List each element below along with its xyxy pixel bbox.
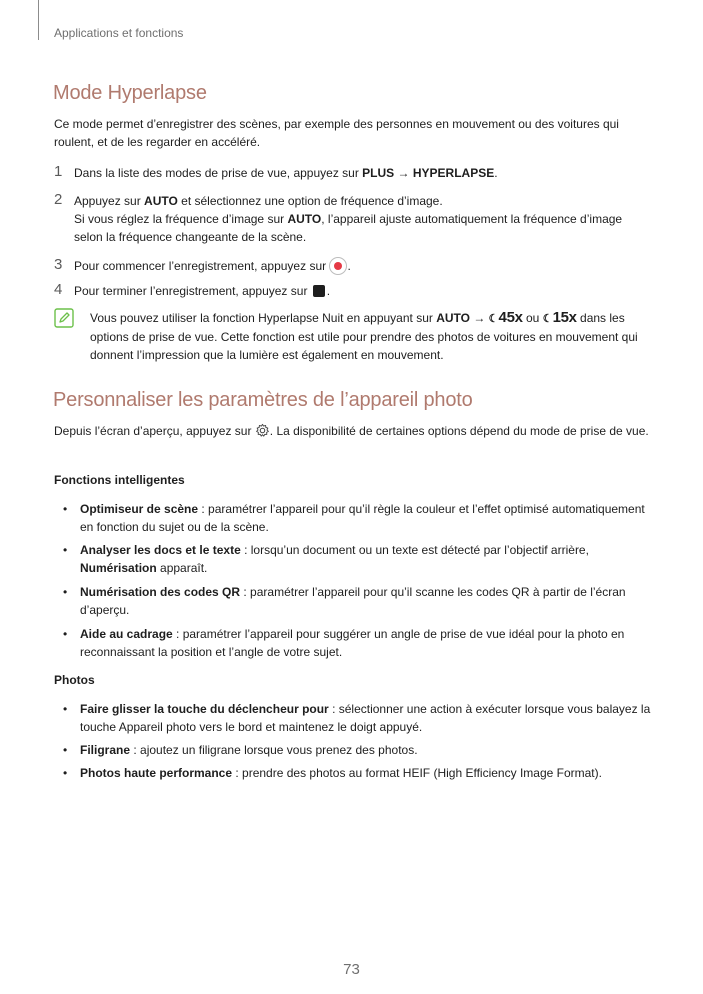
moon-icon: ☾ bbox=[542, 313, 553, 325]
speed-45x: 45x bbox=[498, 309, 523, 326]
note-text: Vous pouvez utiliser la fonction Hyperlapse Nuit en appuyant sur AUTO → ☾45x ou ☾15x dans les options de prise de vue. Cette fonction est utile pour prendre des photos de voitures en mouvement qui donnent l’impression que la lumière est également en mouvement. bbox=[90, 309, 638, 362]
header-rule bbox=[38, 0, 39, 40]
record-icon bbox=[329, 257, 347, 275]
plus-label: PLUS bbox=[362, 166, 395, 180]
gear-icon bbox=[255, 423, 270, 438]
step-text: Pour terminer l’enregistrement, appuyez sur . bbox=[74, 284, 331, 298]
auto-label: AUTO bbox=[144, 194, 178, 208]
hyperlapse-label: HYPERLAPSE bbox=[412, 166, 495, 180]
speed-15x: 15x bbox=[552, 309, 577, 326]
smart-functions-heading: Fonctions intelligentes bbox=[54, 473, 185, 487]
step-number: 3 bbox=[54, 256, 63, 273]
moon-icon: ☾ bbox=[488, 313, 499, 325]
step-number: 4 bbox=[54, 281, 63, 298]
settings-title: Personnaliser les paramètres de l’appareil photo bbox=[53, 389, 473, 411]
page-number: 73 bbox=[343, 961, 360, 978]
hyperlapse-intro: Ce mode permet d’enregistrer des scènes, par exemple des personnes en mouvement ou des voitures qui roulent, et de les regarder en accéléré. bbox=[54, 117, 619, 149]
stop-icon bbox=[313, 285, 325, 297]
step-text: Appuyez sur AUTO et sélectionnez une option de fréquence d’image. Si vous réglez la fréquence d’image sur AUTO, l’appareil ajuste automatiquement la fréquence d’image selon la fréquence changeante de la scène. bbox=[74, 194, 623, 244]
step-text: Pour commencer l’enregistrement, appuyez sur . bbox=[74, 259, 351, 273]
step-text: Dans la liste des modes de prise de vue, appuyez sur PLUS → HYPERLAPSE. bbox=[74, 166, 498, 180]
section-label: Applications et fonctions bbox=[54, 26, 184, 40]
note-icon bbox=[54, 308, 74, 328]
hyperlapse-title: Mode Hyperlapse bbox=[53, 82, 207, 104]
step-number: 1 bbox=[54, 163, 63, 180]
photos-heading: Photos bbox=[54, 673, 95, 687]
settings-intro: Depuis l’écran d’aperçu, appuyez sur . La disponibilité de certaines options dépend du mode de prise de vue. bbox=[54, 424, 649, 438]
step-number: 2 bbox=[54, 191, 63, 208]
